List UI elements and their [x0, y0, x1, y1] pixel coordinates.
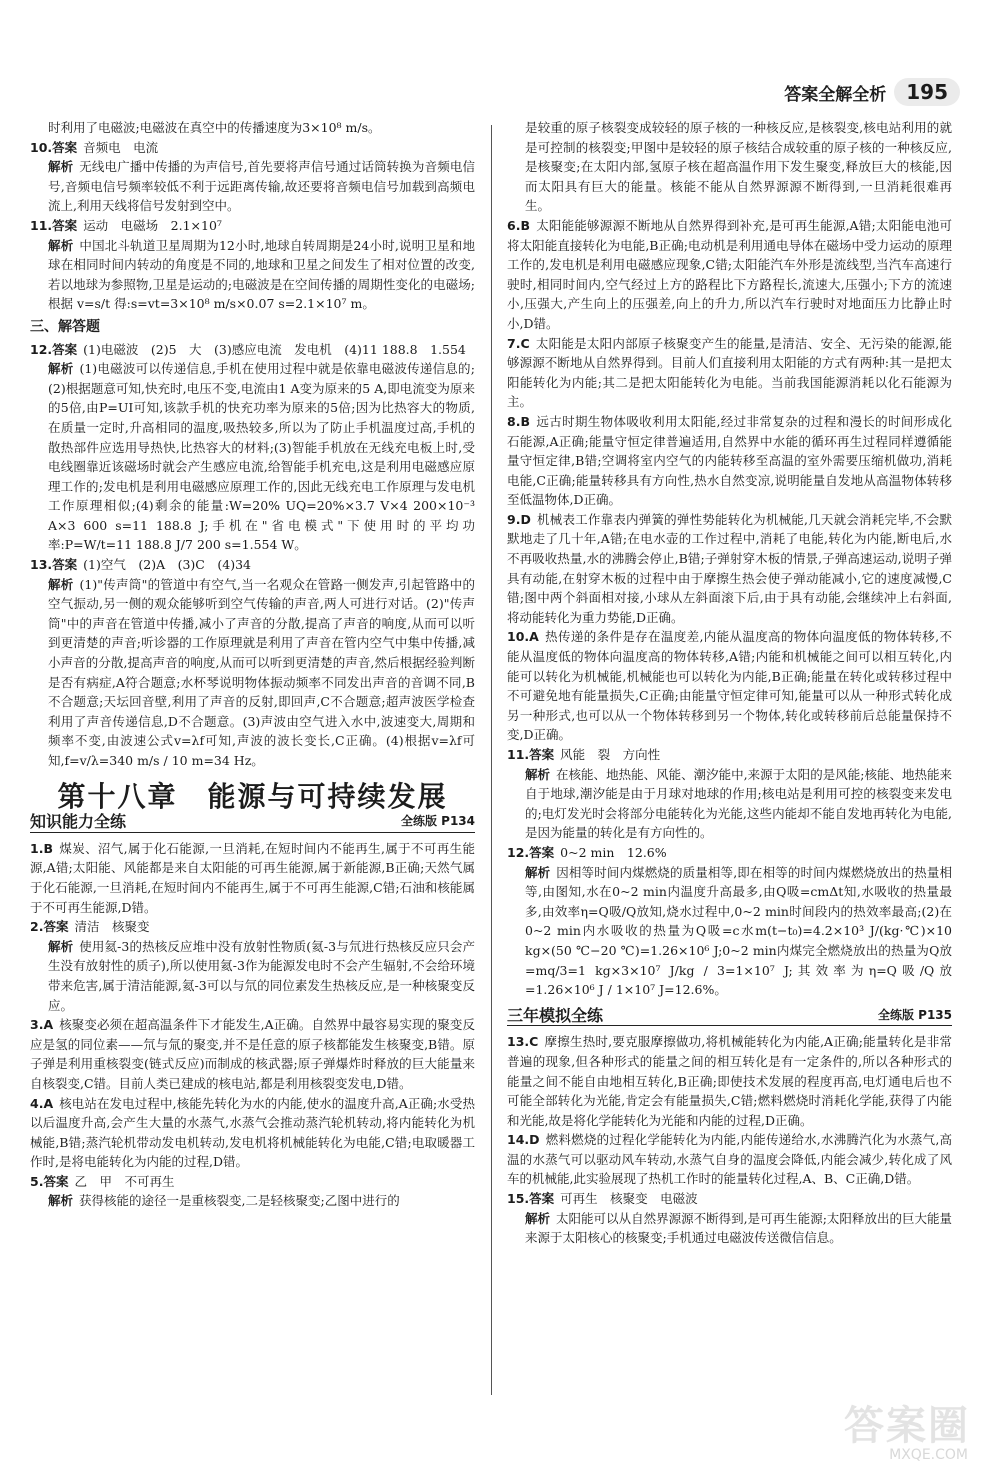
answer-value: 乙 甲 不可再生 [74, 1173, 175, 1189]
explanation-10 [30, 157, 475, 216]
explanation-12 [507, 863, 952, 1000]
explanation-text: (1)电磁波可以传递信息,手机在使用过程中就是依靠电磁波传递信息的;(2)根据题意可知,快充时,电压不变,电流由1 A变为原来的5 A,即电流变为原来的5倍,由P=UI可知,该款手机的快充功率为原来的5倍;因为比热容大的物质,在质量一定时,升高相同的温度,吸热较多,所以为了防止手机温度过高,手机的散热部件应选用导热快,比热容大的材料;(3)智能手机放在无线充电板上时,受电线圈靠近该磁场时就会产生感应电流,给智能手机充电,这是利用电磁感应原理工作的;发电机是利用电磁感应原理工作的,因此无线充电工作原理与发电机工作原理相似;(4)剩余的能量:W=20% UQ=20%×3.7 V×4 200×10⁻³ A×3 600 s=11 188.8 J;手机在"省电模式"下使用时的平均功率:P=W/t=11 188.8 J/7 200 s=1.554 W。 [48, 361, 475, 553]
answer-15 [507, 1189, 952, 1209]
continuation-text: 时利用了电磁波;电磁波在真空中的传播速度为3×10⁸ m/s。 [48, 120, 381, 135]
section-bar-title: 三年模拟全练 [507, 1005, 604, 1025]
answer-6 [507, 216, 952, 334]
answer-12 [30, 340, 475, 360]
answer-label: 10.答案 [30, 139, 78, 155]
explanation-label: 解析 [48, 361, 74, 377]
answer-text: 太阳能是太阳内部原子核聚变产生的能量,是清洁、安全、无污染的能源,能够源源不断地从自然界得到。目前人们直接利用太阳能的方式有两种:其一是把太阳能转化为内能;其二是把太阳能转化为电能。当前我国能源消耗以化石能源为主。 [507, 335, 952, 410]
answer-value: (1)电磁波 (2)5 大 (3)感应电流 发电机 (4)11 188.8 1.554 [83, 341, 466, 357]
explanation-label: 解析 [48, 237, 74, 253]
explanation-15 [507, 1209, 952, 1248]
answer-11 [30, 216, 475, 236]
section-bar-ref: 全练版 P134 [400, 814, 475, 829]
watermark-site: MXQE.COM [889, 1447, 968, 1463]
section-bar-title: 知识能力全练 [30, 812, 127, 832]
section-bar-three-year [507, 1006, 952, 1027]
explanation-13 [30, 575, 475, 771]
explanation-text: 中国北斗轨道卫星周期为12小时,地球自转周期是24小时,说明卫星和地球在相同时间内转动的角度是不同的,地球和卫星之间发生了相对位置的改变,若以地球为参照物,卫星是运动的;电磁波是在空间传播的周期性变化的电磁场;根据 v=s/t 得:s=vt=3×10⁸ m/s×0.07 s=2.1×10⁷ m。 [48, 237, 475, 312]
explanation-label: 解析 [48, 576, 74, 592]
answer-label: 7.C [507, 335, 530, 351]
answer-13 [507, 1032, 952, 1130]
answer-value: 0~2 min 12.6% [560, 844, 667, 860]
answer-value: 风能 裂 方向性 [560, 747, 661, 762]
chapter-title: 第十八章 能源与可持续发展 [57, 779, 448, 813]
answer-label: 2.答案 [30, 919, 69, 935]
answer-label: 4.A [30, 1095, 54, 1111]
section-bar-ref: 全练版 P135 [877, 1007, 952, 1022]
answer-label: 11.答案 [507, 747, 555, 762]
answer-label: 9.D [507, 511, 531, 527]
answer-text: 燃料燃烧的过程化学能转化为内能,内能传递给水,水沸腾汽化为水蒸气,高温的水蒸气可以驱动风车转动,水蒸气自身的温度会降低,内能会减少,转化成了风车的机械能,此实验展现了热机工作时的能量转化过程,A、B、C正确,D错。 [507, 1132, 952, 1187]
answer-5 [30, 1172, 475, 1192]
answer-14 [507, 1130, 952, 1189]
answer-11 [507, 745, 952, 765]
answer-text: 核电站在发电过程中,核能先转化为水的内能,使水的温度升高,A正确;水受热以后温度升高,会产生大量的水蒸气,水蒸气会推动蒸汽轮机转动,将内能转化为机械能,B错;蒸汽轮机带动发电机转动,发电机将机械能转化为电能,C错;电取暖器工作时,是将电能转化为内能的过程,D错。 [30, 1095, 475, 1170]
answer-label: 1.B [30, 840, 53, 856]
answer-2 [30, 917, 475, 937]
answer-label: 12.答案 [507, 844, 555, 860]
left-column [30, 118, 475, 1211]
answer-7 [507, 334, 952, 412]
answer-label: 13.C [507, 1034, 539, 1050]
answer-3 [30, 1015, 475, 1093]
explanation-label: 解析 [48, 1193, 74, 1209]
right-column [507, 118, 952, 1248]
answer-label: 5.答案 [30, 1173, 69, 1189]
answer-value: (1)空气 (2)A (3)C (4)34 [83, 557, 251, 573]
continuation-text: 是较重的原子核裂变成较轻的原子核的一种核反应,是核裂变,核电站利用的就是可控制的核裂变;甲图中是较轻的原子核结合成较重的原子核的一种核反应,是核聚变;在太阳内部,氢原子核在超高温作用下发生聚变,释放巨大的核能,因而太阳具有巨大的能量。核能不能从自然界源源不断得到,一旦消耗很难再生。 [525, 120, 952, 214]
answer-12 [507, 843, 952, 863]
answer-value: 音频电 电流 [83, 139, 159, 155]
answer-label: 14.D [507, 1132, 540, 1148]
answer-label: 13.答案 [30, 557, 78, 573]
answer-value: 清洁 核聚变 [74, 919, 150, 935]
header-title: 答案全解全析 [784, 84, 887, 105]
explanation-5 [30, 1191, 475, 1211]
page-number: 195 [894, 78, 960, 106]
answer-9 [507, 510, 952, 628]
section-bar-knowledge [30, 812, 475, 833]
answer-text: 远古时期生物体吸收利用太阳能,经过非常复杂的过程和漫长的时间形成化石能源,A正确;能量守恒定律普遍适用,自然界中水能的循环再生过程同样遵循能量守恒定律,B错;空调将室内空气的内能转移至高温的室外需要压缩机做功,消耗电能,C正确;能量转移具有方向性,热水自然变凉,说明能量自发地从高温物体转移至低温物体,D正确。 [507, 413, 952, 508]
explanation-text: 太阳能可以从自然界源源不断得到,是可再生能源;太阳释放出的巨大能量来源于太阳核心的核聚变;手机通过电磁波传送微信信息。 [525, 1210, 952, 1246]
explanation-label: 解析 [525, 1210, 551, 1226]
answer-text: 核聚变必须在超高温条件下才能发生,A正确。自然界中最容易实现的聚变反应是氢的同位素——氘与氚的聚变,并不是任意的原子核都能发生核聚变,B错。原子弹是利用重核裂变(链式反应)而制成的核武器;原子弹爆炸时释放的巨大能量来自核裂变,C错。目前人类已建成的核电站,都是利用核裂变发电,D错。 [30, 1017, 475, 1091]
explanation-text: 无线电广播中传播的为声信号,首先要将声信号通过话筒转换为音频电信号,音频电信号频率较低不利于远距离传输,故还要将音频电信号加载到高频电流上,利用天线将信号发射到空中。 [48, 159, 475, 214]
answer-label: 12.答案 [30, 341, 78, 357]
answer-value: 可再生 核聚变 电磁波 [560, 1191, 698, 1207]
answer-label: 15.答案 [507, 1191, 555, 1207]
answer-value: 运动 电磁场 2.1×10⁷ [83, 217, 222, 233]
answer-text: 煤炭、沼气,属于化石能源,一旦消耗,在短时间内不能再生,属于不可再生能源,A错;太阳能、风能都是来自太阳能的可再生能源,属于新能源,B正确;天然气属于化石能源,一旦消耗,在短时间内不能再生,属于不可再生能源,C错;石油和核能属于不可再生能源,D错。 [30, 840, 475, 915]
answer-1 [30, 839, 475, 917]
column-divider [491, 125, 492, 1395]
answer-label: 6.B [507, 217, 530, 233]
answer-8 [507, 412, 952, 510]
explanation-2 [30, 937, 475, 1015]
watermark-logo: 答案圈 [844, 1403, 970, 1449]
explanation-text: 获得核能的途径一是重核裂变,二是轻核聚变;乙图中进行的 [79, 1193, 400, 1209]
explanation-label: 解析 [48, 159, 74, 175]
explanation-text: (1)"传声筒"的管道中有空气,当一名观众在管路一侧发声,引起管路中的空气振动,另一侧的观众能够听到空气传输的声音,两人可进行对话。(2)"传声筒"中的声音在管道中传播,减小了声音的分散,提高了声音的响度,从而可以听到更清楚的声音;听诊器的工作原理就是利用了声音在管内空气中集中传播,减小声音的分散,提高声音的响度,从而可以听到更清楚的声音,然后根据经验判断是否有病症,A符合题意;水杯琴说明物体振动频率不同发出声音的音调不同,B不合题意;天坛回音壁,利用了声音的反射,即回声,C不合题意;超声波医学检查利用了声音传递信息,D不合题意。(3)声波由空气进入水中,波速变大,周期和频率不变,由波速公式v=λf可知,声波的波长变长,C正确。(4)根据v=λf可知,f=v/λ=340 m/s / 10 m=34 Hz。 [48, 576, 475, 768]
explanation-11 [507, 765, 952, 843]
answer-label: 10.A [507, 629, 539, 645]
answer-13 [30, 555, 475, 575]
explanation-text: 在核能、地热能、风能、潮汐能中,来源于太阳的是风能;核能、地热能来自于地球,潮汐能是由于月球对地球的作用;核电站是利用可控的核裂变来发电的;电灯发光时会将部分电能转化为光能,这些内能却不能自发地再转化为电能,是因为能量的转化是有方向性的。 [525, 766, 952, 841]
answer-label: 11.答案 [30, 217, 78, 233]
explanation-12 [30, 359, 475, 555]
explanation-11 [30, 236, 475, 314]
answer-text: 太阳能能够源源不断地从自然界得到补充,是可再生能源,A错;太阳能电池可将太阳能直接转化为电能,B正确;电动机是利用通电导体在磁场中受力运动的原理工作的,发电机是利用电磁感应现象,C错;太阳能汽车外形是流线型,当汽车高速行驶时,相同时间内,空气经过上方的路程比下方路程长,流速大,压强小;下方的流速小,压强大,产生向上的压强差,向上的升力,所以汽车行驶时对地面压力比静止时小,D错。 [507, 217, 952, 331]
answer-text: 摩擦生热时,要克服摩擦做功,将机械能转化为内能,A正确;能量转化是非常普遍的现象,但各种形式的能量之间的相互转化是有一定条件的,所以各种形式的能量之间不能自由地相互转化,B正确;即使技术发展的程度再高,电灯通电后也不可能全部转化为光能,肯定会有能量损失,C错;燃料燃烧时消耗化学能,获得了内能和光能,故是将化学能转化为光能和内能的过程,D正确。 [507, 1034, 952, 1128]
answer-10 [30, 138, 475, 158]
answer-10 [507, 627, 952, 745]
answer-4 [30, 1094, 475, 1172]
explanation-text: 使用氦-3的热核反应堆中没有放射性物质(氦-3与氘进行热核反应只会产生没有放射性的质子),所以使用氦-3作为能源发电时不会产生辐射,不会给环境带来危害,属于清洁能源,氦-3可以与氘的同位素发生热核反应,是一种核聚变反应。 [48, 938, 475, 1013]
explanation-label: 解析 [525, 864, 551, 880]
answer-label: 8.B [507, 413, 530, 429]
section-heading: 三、解答题 [30, 318, 100, 335]
explanation-text: 因相等时间内煤燃烧的质量相等,即在相等的时间内煤燃烧放出的热量相等,由图知,水在0~2 min内温度升高最多,由Q吸=cmΔt知,水吸收的热量最多,由效率η=Q吸/Q放知,烧水过程中,0~2 min时间段内的热效率最高;(2)在0~2 min内水吸收的热量为Q吸=c水m(t−t₀)=4.2×10³ J/(kg·℃)×10 kg×(50 ℃−20 ℃)=1.26×10⁶ J;0~2 min内煤完全燃烧放出的热量为Q放=mq/3=1 kg×3×10⁷ J/kg / 3=1×10⁷ J;其效率为η=Q吸/Q放=1.26×10⁶ J / 1×10⁷ J=12.6%。 [525, 864, 952, 998]
answer-label: 3.A [30, 1017, 54, 1033]
page-header [784, 70, 960, 114]
explanation-label: 解析 [525, 766, 551, 782]
explanation-label: 解析 [48, 938, 74, 954]
answer-text: 热传递的条件是存在温度差,内能从温度高的物体向温度低的物体转移,不能从温度低的物体向温度高的物体转移,A错;内能和机械能之间可以相互转化,内能可以转化为机械能,机械能也可以转化为内能,B正确;能量在转化或转移过程中不可避免地有能量损失,C正确;由能量守恒定律可知,能量可以从一种形式转化成另一种形式,也可以从一个物体转移到另一个物体,转化或转移前后总能量保持不变,D正确。 [507, 629, 952, 743]
answer-text: 机械表工作靠表内弹簧的弹性势能转化为机械能,几天就会消耗完毕,不会默默地走了几十年,A错;在电水壶的工作过程中,消耗了电能,转化为内能,断电后,水不再吸收热量,水的沸腾会停止,B错;子弹射穿木板的情景,子弹高速运动,说明子弹具有动能,在射穿木板的过程中由于摩擦生热会使子弹动能减小,它的速度减慢,C错;图中两个斜面相对接,小球从左斜面滚下后,由于具有动能,会继续冲上右斜面,将动能转化为重力势能,D正确。 [507, 511, 952, 625]
